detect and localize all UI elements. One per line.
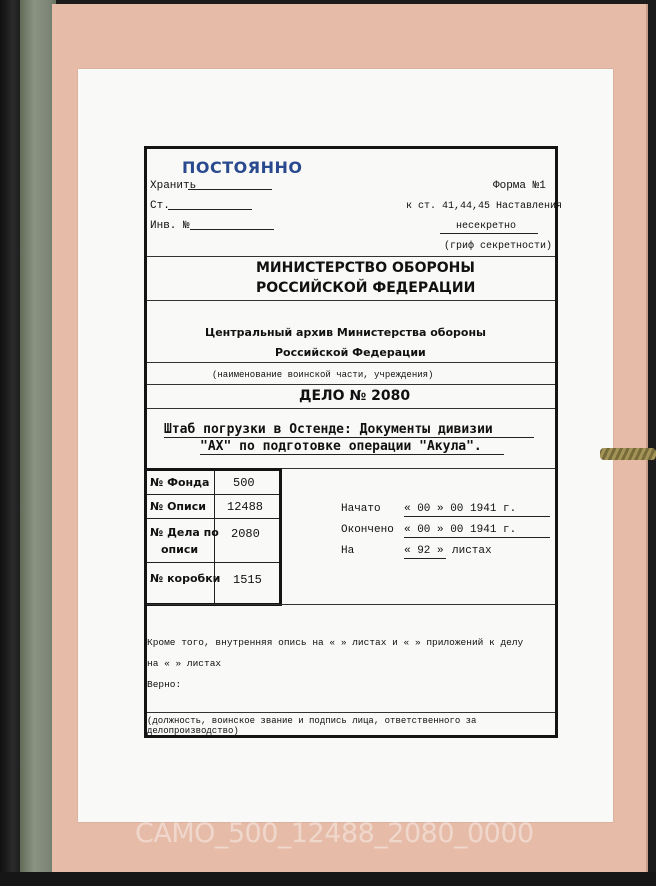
box-no-value: 1515 bbox=[233, 573, 262, 587]
binder-spine-cloth bbox=[20, 0, 56, 872]
position-caption-line-1: (должность, воинское звание и подпись лица, ответственного за bbox=[147, 716, 477, 726]
divider bbox=[147, 384, 555, 385]
archive-name-line-2: Российской Федерации bbox=[275, 346, 426, 359]
table-row bbox=[147, 495, 279, 519]
sheets-count: « 92 » bbox=[404, 545, 444, 557]
case-no-value: 2080 bbox=[231, 527, 260, 541]
table-row bbox=[147, 563, 279, 603]
ended-line bbox=[404, 537, 550, 538]
article-line bbox=[168, 209, 252, 210]
box-no-label: № коробки bbox=[150, 572, 221, 585]
position-caption-line-2: делопроизводство) bbox=[147, 726, 239, 736]
bottom-edge bbox=[0, 872, 656, 886]
ended-label: Окончено bbox=[341, 524, 394, 536]
keep-label: Хранить bbox=[150, 180, 197, 192]
archive-name-line-1: Центральный архив Министерства обороны bbox=[205, 326, 486, 339]
secrecy-caption: (гриф секретности) bbox=[444, 241, 553, 252]
secrecy-line bbox=[440, 233, 538, 234]
inventory-note-line-1: Кроме того, внутренняя опись на « » листах и « » приложений к делу bbox=[147, 637, 524, 648]
fond-label: № Фонда bbox=[150, 476, 210, 489]
form-number: Форма №1 bbox=[493, 180, 546, 192]
divider bbox=[147, 604, 555, 605]
archive-codes-table bbox=[144, 468, 282, 606]
secrecy-value: несекретно bbox=[456, 221, 517, 232]
fond-value: 500 bbox=[233, 476, 255, 490]
case-title-line-1: Штаб погрузки в Остенде: Документы дивизии bbox=[164, 422, 493, 437]
sheets-label: листах bbox=[452, 545, 492, 557]
case-title-underline bbox=[200, 454, 504, 455]
keep-line bbox=[188, 189, 272, 190]
divider bbox=[147, 300, 555, 301]
case-no-label-2: описи bbox=[161, 543, 199, 556]
binding-string bbox=[600, 448, 656, 460]
on-label: На bbox=[341, 545, 355, 557]
sheets-line bbox=[404, 558, 446, 559]
inventory-line bbox=[190, 229, 274, 230]
inventory-no-value: 12488 bbox=[227, 500, 264, 514]
table-row bbox=[147, 519, 279, 563]
signature-line bbox=[147, 712, 555, 713]
binder-spine bbox=[0, 0, 22, 886]
case-title-line-2: "АХ" по подготовке операции "Акула". bbox=[200, 439, 482, 454]
started-line bbox=[404, 516, 550, 517]
verified-label: Верно: bbox=[147, 679, 182, 690]
articles-reference: к ст. 41,44,45 Наставления bbox=[406, 201, 563, 212]
permanent-stamp: ПОСТОЯННО bbox=[182, 158, 303, 177]
inventory-label: Инв. № bbox=[150, 220, 190, 232]
case-number: ДЕЛО № 2080 bbox=[299, 388, 411, 404]
inventory-no-label: № Описи bbox=[150, 500, 206, 513]
article-label: Ст. bbox=[150, 200, 170, 212]
case-no-label: № Дела по bbox=[150, 526, 219, 539]
archive-watermark: САМО_500_12488_2080_0000 bbox=[135, 818, 534, 849]
case-title-underline bbox=[164, 437, 534, 438]
ended-value: « 00 » 00 1941 г. bbox=[404, 524, 517, 536]
divider bbox=[147, 256, 555, 257]
table-row bbox=[147, 471, 279, 495]
started-label: Начато bbox=[341, 503, 381, 515]
divider bbox=[147, 408, 555, 409]
inventory-note-line-2: на « » листах bbox=[147, 658, 222, 669]
ministry-line-2: РОССИЙСКОЙ ФЕДЕРАЦИИ bbox=[256, 280, 476, 296]
started-value: « 00 » 00 1941 г. bbox=[404, 503, 517, 515]
divider bbox=[147, 362, 555, 363]
ministry-line-1: МИНИСТЕРСТВО ОБОРОНЫ bbox=[256, 260, 475, 276]
unit-caption: (наименование воинской части, учреждения) bbox=[212, 370, 434, 380]
